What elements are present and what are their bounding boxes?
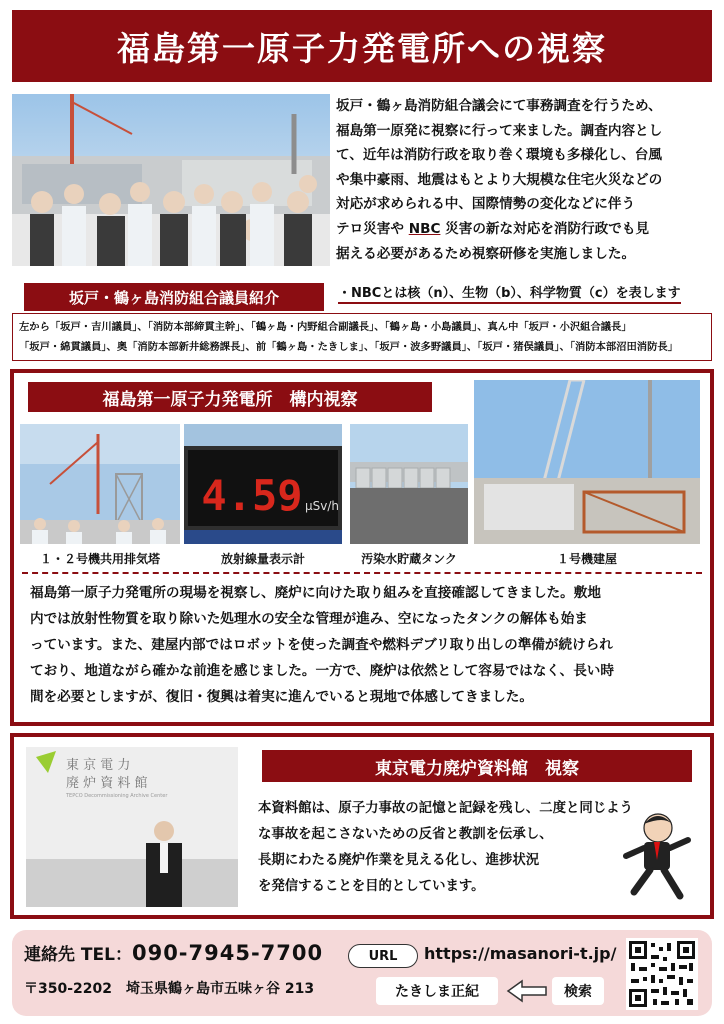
- intro-line: 据える必要があるため視察研修を実施しました。: [336, 245, 636, 262]
- body-line: ており、地道ながら確かな前進を感じました。一方で、廃炉は依然として容易ではなく、長い時: [30, 663, 614, 679]
- body-line: を発信することを目的としています。: [258, 879, 485, 894]
- caption-storage-tank: 汚染水貯蔵タンク: [361, 552, 457, 566]
- body-line: 間を必要としますが、復旧・復興は着実に進んでいると現地で体感してきました。: [30, 689, 533, 705]
- search-button[interactable]: 検索: [552, 977, 604, 1005]
- contact-label: 連絡先 TEL：: [24, 945, 132, 965]
- intro-line: [336, 217, 714, 242]
- members-line: 左から「坂戸・吉川議員」、「消防本部締貫主幹」、「鶴ヶ島・内野組合副議長」、「鶴ヶ島・小島議員」、真ん中「坂戸・小沢組合議長」: [19, 321, 632, 333]
- nbc-term: NBC: [408, 220, 441, 237]
- body-line: 内では放射性物質を取り除いた処理水の安全な管理が進み、空になったタンクの解体も始ま: [30, 611, 588, 627]
- intro-line-part: テロ災害や: [336, 220, 404, 237]
- intro-line: 坂戸・鶴ヶ島消防組合議会にて事務調査を行うため、: [336, 98, 662, 114]
- body-line: 本資料館は、原子力事故の記憶と記録を残し、二度と同じよう: [258, 801, 633, 816]
- body-line: っています。また、建屋内部ではロボットを使った調査や燃料デブリ取り出しの準備が続けられ: [30, 637, 613, 653]
- intro-paragraph: [336, 94, 714, 266]
- nbc-note: ・NBCとは核（n）、生物（b）、科学物質（c）を表します: [338, 282, 681, 304]
- phone-number[interactable]: 090-7945-7700: [131, 941, 324, 965]
- search-query-box[interactable]: たきしま正紀: [376, 977, 498, 1005]
- postal-address: 〒350-2202 埼玉県鶴ヶ島市五味ヶ谷 213: [24, 981, 315, 997]
- caption-unit1-building: １号機建屋: [556, 552, 617, 566]
- unit1-building-photo: [474, 380, 700, 544]
- intro-line: や集中豪雨、地震はもとより大規模な住宅火災などの: [336, 171, 663, 188]
- left-arrow-icon: [506, 979, 548, 1003]
- archive-sign-english: TEPCO Decommissioning Archive Center: [66, 793, 168, 799]
- meter-reading: 4.59: [201, 471, 303, 520]
- body-line: な事故を起こさないための反省と教訓を伝承し、: [258, 827, 553, 842]
- group-photo: [12, 94, 330, 266]
- intro-line: 福島第一原発に視察に行って来ました。調査内容とし: [336, 122, 663, 139]
- site-visit-body: [30, 580, 706, 710]
- archive-sign-line2: 廃 炉 資 料 館: [66, 776, 148, 791]
- members-line: 「坂戸・綿貫議員」、奥「消防本部新井総務課長」、前「鶴ヶ島・たきしま」、「坂戸・波多野議員」、「坂戸・猪俣議員」、「消防本部沼田消防長」: [19, 341, 678, 353]
- mascot-illustration: [604, 806, 704, 906]
- body-line: 福島第一原子力発電所の現場を視察し、廃炉に向けた取り組みを直接確認してきました。敷地: [30, 585, 601, 601]
- intro-line-part: 災害の新な対応を消防行政でも見: [445, 220, 650, 237]
- storage-tank-photo: [350, 424, 468, 544]
- section-divider: [22, 572, 702, 574]
- contact-footer: [12, 930, 712, 1016]
- url-badge: URL: [348, 944, 418, 968]
- archive-sign-line1: 東 京 電 力: [66, 758, 131, 773]
- members-list: [12, 313, 712, 361]
- meter-unit: μSv/h: [304, 499, 340, 513]
- page-title: 福島第一原子力発電所への視察: [117, 28, 607, 68]
- title-banner: [12, 10, 712, 82]
- body-line: 長期にわたる廃炉作業を見える化し、進捗状況: [258, 853, 540, 868]
- site-visit-heading: 福島第一原子力発電所 構内視察: [28, 382, 432, 412]
- contact-info: [24, 940, 323, 965]
- radiation-meter-photo: [184, 424, 342, 544]
- exhaust-stack-photo: [20, 424, 180, 544]
- archive-heading: 東京電力廃炉資料館 視察: [262, 750, 692, 782]
- intro-line: 対応が求められる中、国際情勢の変化などに伴う: [336, 196, 636, 213]
- members-heading: 坂戸・鶴ヶ島消防組合議員紹介: [24, 283, 324, 311]
- website-link[interactable]: https://masanori-t.jp/: [424, 944, 617, 963]
- qr-code[interactable]: [626, 938, 698, 1010]
- caption-exhaust-stack: １・２号機共用排気塔: [39, 552, 160, 566]
- caption-radiation-meter: 放射線量表示計: [220, 552, 305, 566]
- archive-photo: [26, 747, 238, 907]
- intro-line: て、近年は消防行政を取り巻く環境も多様化し、台風: [336, 147, 662, 164]
